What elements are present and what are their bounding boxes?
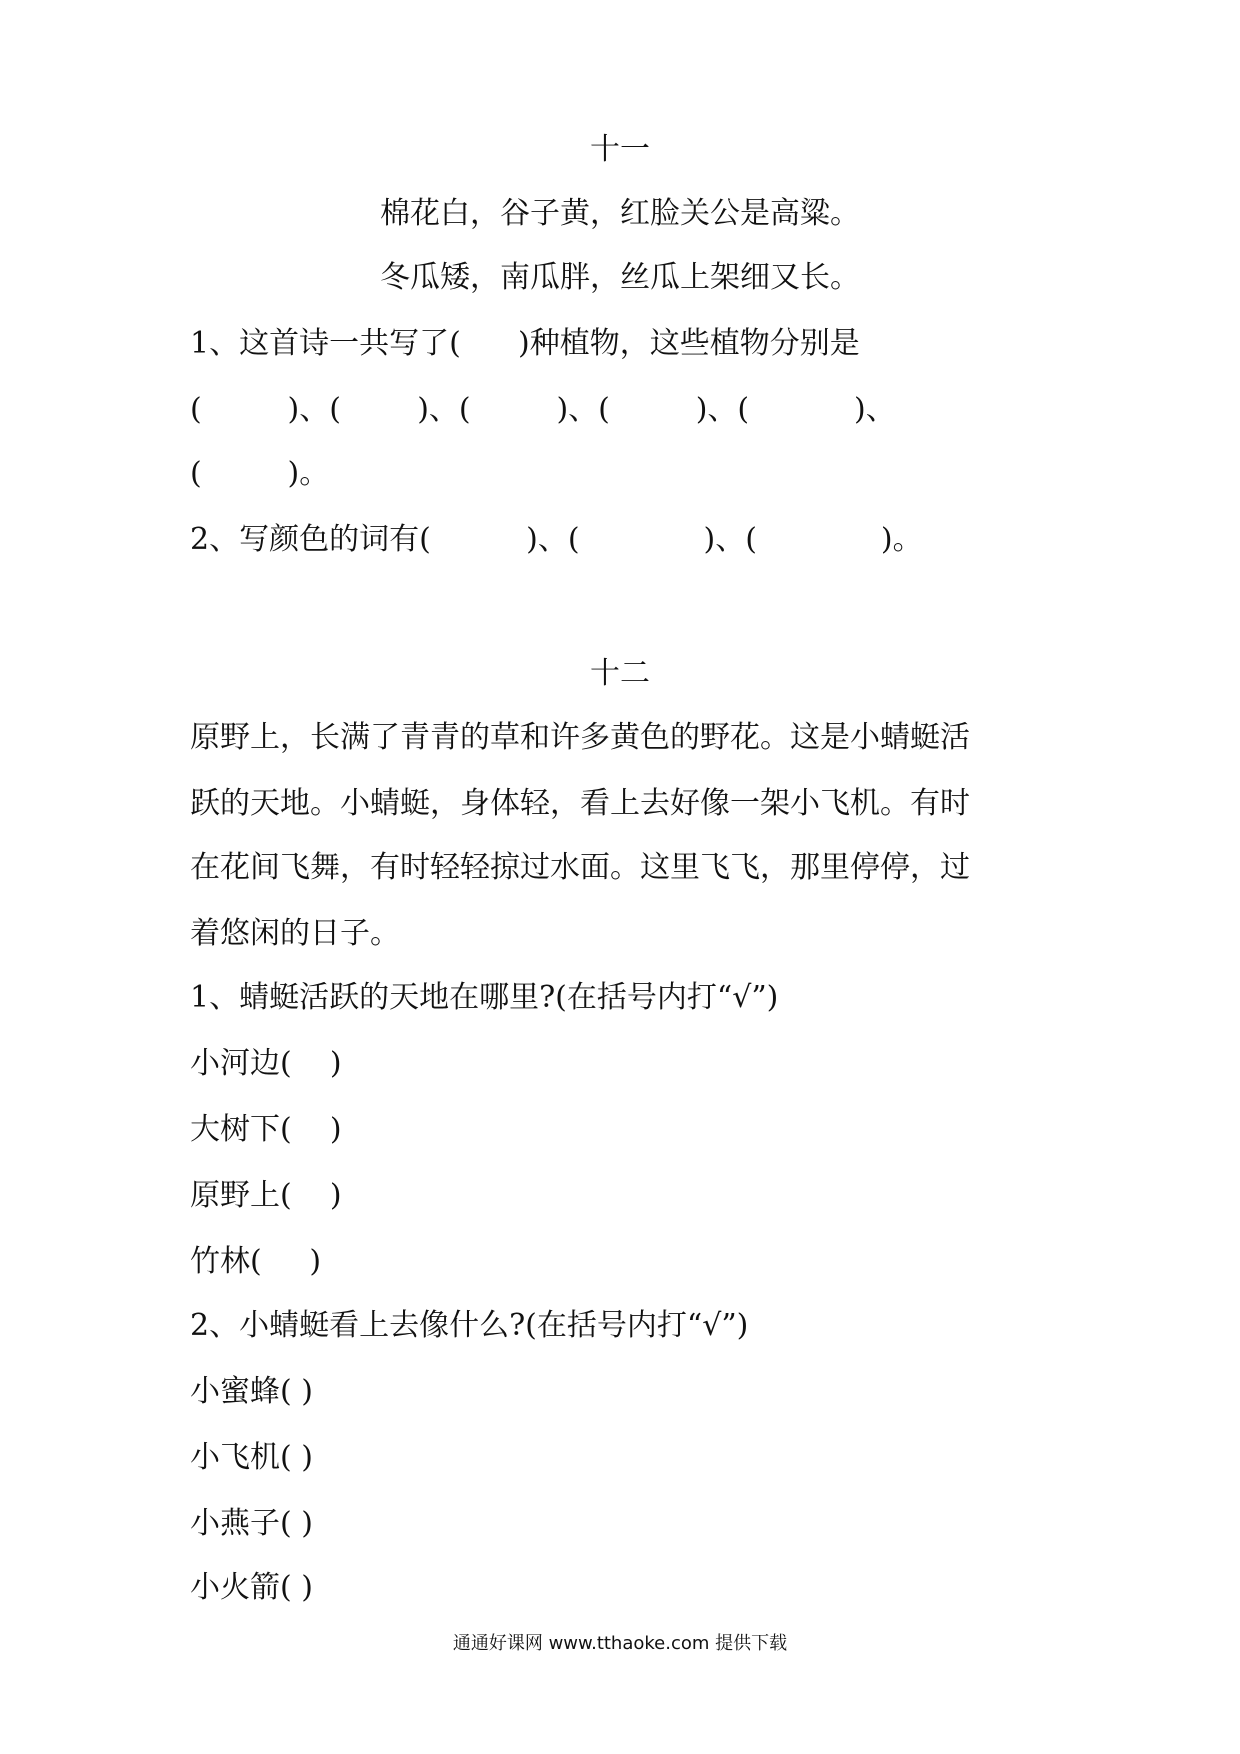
s11-question-1: 1、这首诗一共写了( )种植物，这些植物分别是 <box>190 326 860 361</box>
passage-line-2: 跃的天地。小蜻蜓，身体轻，看上去好像一架小飞机。有时 <box>190 786 970 821</box>
s12-q1-option-4: 竹林( ) <box>190 1244 322 1279</box>
page-footer: 通通好课网 www.tthaoke.com 提供下载 <box>452 1633 788 1654</box>
s11-question-2: 2、写颜色的词有( )、( )、( )。 <box>190 522 923 557</box>
section-11-heading: 十一 <box>590 132 650 167</box>
s12-q2-option-1: 小蜜蜂( ) <box>190 1374 313 1409</box>
poem-line-2: 冬瓜矮，南瓜胖，丝瓜上架细又长。 <box>380 260 860 295</box>
s12-q1-option-1: 小河边( ) <box>190 1046 342 1081</box>
s12-q2-option-3: 小燕子( ) <box>190 1506 313 1541</box>
section-12-heading: 十二 <box>590 656 650 691</box>
s12-q1-option-3: 原野上( ) <box>190 1178 342 1213</box>
s11-question-1-blanks: ( )、( )、( )、( )、( )、 <box>190 392 896 427</box>
passage-line-1: 原野上，长满了青青的草和许多黄色的野花。这是小蜻蜓活 <box>190 720 970 755</box>
s12-q1-option-2: 大树下( ) <box>190 1112 342 1147</box>
poem-line-1: 棉花白，谷子黄，红脸关公是高粱。 <box>380 196 860 231</box>
s12-question-1: 1、蜻蜓活跃的天地在哪里?(在括号内打“√”) <box>190 980 779 1015</box>
passage-line-3: 在花间飞舞，有时轻轻掠过水面。这里飞飞，那里停停，过 <box>190 850 970 885</box>
s12-q2-option-2: 小飞机( ) <box>190 1440 313 1475</box>
s12-q2-option-4: 小火箭( ) <box>190 1570 313 1605</box>
passage-line-4: 着悠闲的日子。 <box>190 916 400 951</box>
s12-question-2: 2、小蜻蜓看上去像什么?(在括号内打“√”) <box>190 1308 749 1343</box>
s11-question-1-blanks-end: ( )。 <box>190 456 330 491</box>
